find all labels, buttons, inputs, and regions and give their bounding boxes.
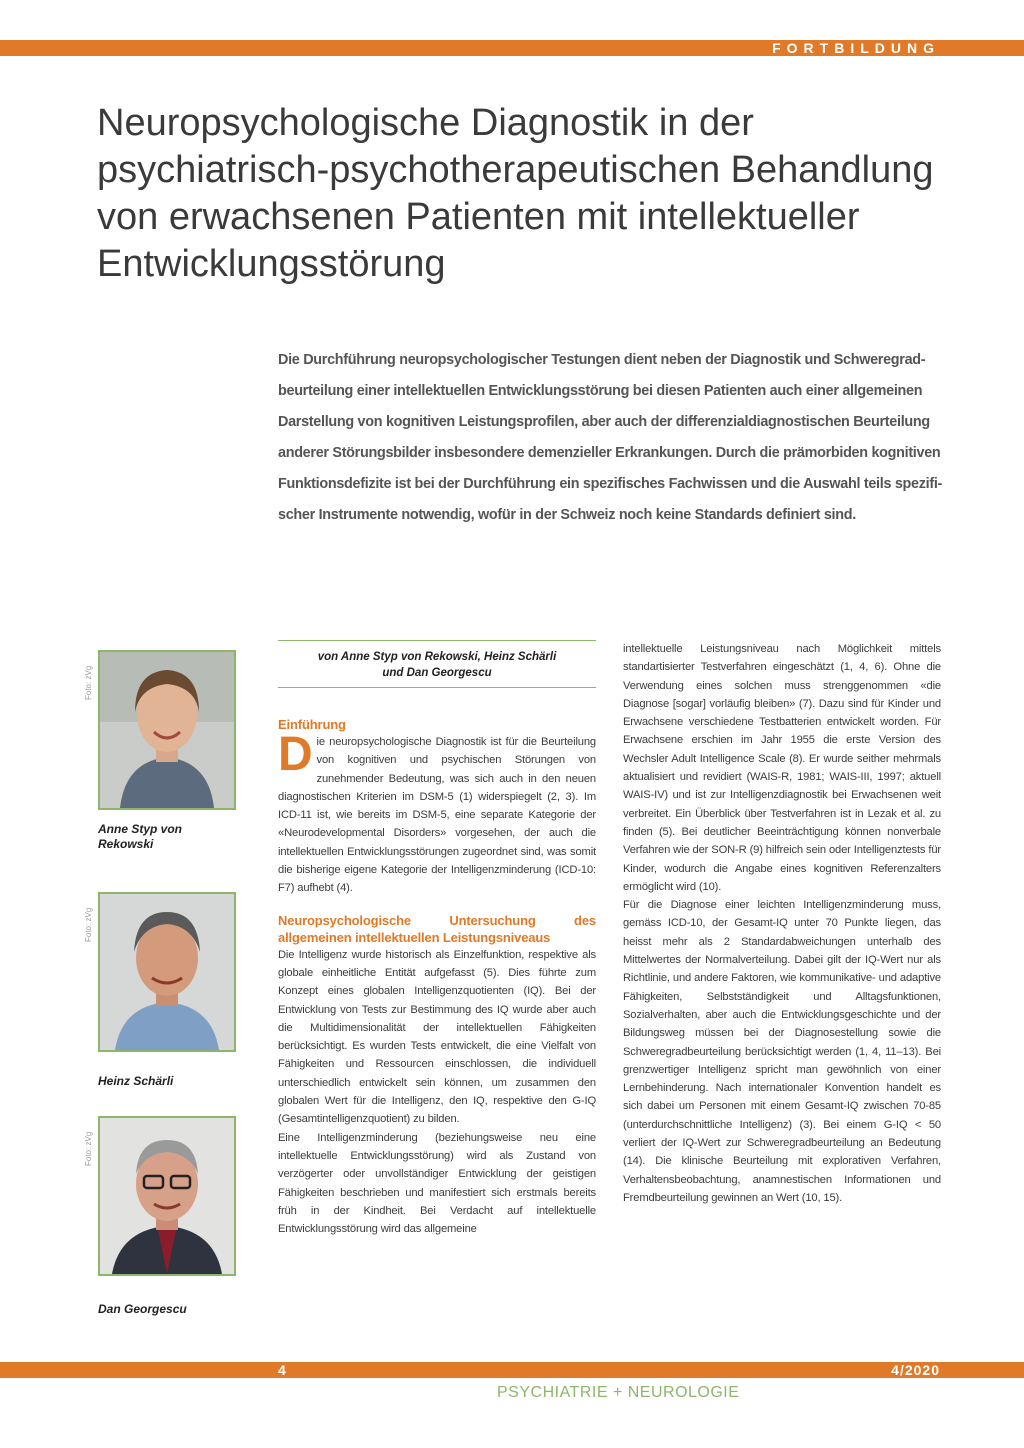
author-photo-3 [98, 1116, 236, 1276]
article-title: Neuropsychologische Diagnostik in der psychiatrisch-psychotherapeutischen Behandlung von erwachsenen Patienten mit intellektueller Entwicklungsstörung [97, 102, 934, 285]
author-photo-2 [98, 892, 236, 1052]
paragraph-examination-2: Eine Intelligenzminderung (beziehungsweise neu eine intellektuelle Entwicklungsstörung) wird als Zustand von verzögerter oder unvollständiger Entwicklung der geistigen Fähigkeiten beschrieben und manifestiert sich erstmals bereits früh in der Kindheit. Bei Verdacht auf intellektuelle Entwicklungsstörung wird das allgemeine [278, 1131, 596, 1236]
article-column-2 [278, 716, 596, 1238]
paragraph-examination-1: Die Intelligenz wurde historisch als Einzelfunktion, respektive als globale einheitliche Entität aufgefasst (5). Dies führte zum Konzept eines globalen Intelligenzquotienten (IQ). Bei der Entwicklung von Tests zur Bestimmung des IQ wurde aber auch die Multidimensionalität der intellektuellen Fähigkeiten berücksichtigt. Es wurden Tests entwickelt, die eine Vielfalt von Fähigkeiten und Ressourcen einschlossen, die individuell unterschiedlich entwickelt sein können, um zusammen den globalen Wert für die Intelligenz, den IQ, respektive den G-IQ (Gesamtintelligenzquotient) zu bilden. [278, 948, 596, 1126]
section-label: FORTBILDUNG [772, 40, 940, 56]
heading-examination: Neuropsychologische Untersuchung des allgemeinen intellektuellen Leistungsniveaus [278, 912, 596, 945]
author-caption: Heinz Schärli [98, 1074, 174, 1088]
issue-number: 4/2020 [891, 1362, 940, 1378]
paragraph-col3-2: Für die Diagnose einer leichten Intelligenzminderung muss, gemäss ICD-10, der Gesamt-IQ unter 70 Punkte liegen, das heisst mehr als 2 Standardabweichungen unterhalb des Mittelwertes der Normalverteilung. Dabei gilt der IQ-Wert nur als Richtlinie, und andere Faktoren, wie kommunikative- und adaptive Fähigkeiten, Selbstständigkeit und Alltagsfunktionen, Sozialverhalten, aber auch die Entwicklungsgeschichte und der Bildungsweg müssen bei der Diagnosestellung sowie die Schweregradbeurteilung berücksichtigt werden (1, 4, 11–13). Bei grenzwertiger Intelligenz spricht man gewöhnlich von einer Lernbehinderung. Nach internationaler Konvention handelt es sich dabei um Personen mit einem Gesamt-IQ zwischen 70-85 (unterdurchschnittliche Intelligenz) (3). Bei einem G-IQ < 50 verliert der IQ-Wert zur Schweregradbeurteilung an Bedeutung (14). Die klinische Beurteilung mit explorativen Verfahren, Verhaltensbeobachtung, anamnestischen Informationen und Fremdbeurteilung gewinnen an Wert (10, 15). [623, 899, 941, 1204]
author-block [84, 882, 244, 1092]
page-number: 4 [278, 1362, 286, 1378]
author-block [84, 1106, 244, 1316]
author-caption: Anne Styp von Rekowski [98, 822, 183, 851]
journal-name: PSYCHIATRIE + NEUROLOGIE [497, 1384, 740, 1401]
paragraph-col3-1: intellektuelle Leistungsniveau nach Möglichkeit mittels standartisierter Testverfahren eingeschätzt (1, 4, 6). Ohne die Verwendung eines solchen muss strenggenommen «die Diagnose [sogar] vorläufig bleiben» (7). Dazu sind für Kinder und Erwachsene verschiedene Testbatterien entwickelt worden. Für Erwachsene erschien im Jahr 1955 die erste Version des Wechsler Adult Intelligence Scale (8). Er wurde seither mehrmals aktualisiert und revidiert (WAIS-R, 1981; WAIS-III, 1997; aktuell WAIS-IV) und ist zur Intelligenzdiagnostik bei Erwachsenen weit verbreitet. Ein Überblick über Testverfahren ist in Lezak et al. zu finden (5). Bei deutlicher Beeinträchtigung können nonverbale Verfahren wie der SON-R (9) hilfreich sein oder Intelligenztests für Kinder, wodurch die Angabe eines kognitiven Referenzalters ermöglicht wird (10). [623, 643, 941, 893]
byline-line-1: von Anne Styp von Rekowski, Heinz Schärli [317, 651, 557, 663]
drop-cap: D [278, 728, 313, 781]
paragraph-introduction [278, 728, 596, 898]
intro-text: ie neuropsychologische Diagnostik ist für die Beurteilung von kognitiven und psychischen Störungen von zunehmender Bedeutung, was sich auch in den neuen diagnostischen Kriterien im DSM-5 (1) widerspiegelt (2, 3). Im ICD-11 ist, wie bereits im DSM-5, eine separate Kategorie der «Neurodevelopmental Disorders» vorgesehen, der auch die intellektuellen Entwicklungsstörungen zugeordnet sind, was somit die bisherige eigene Kategorie der Intelligenzminderung (ICD-10: F7) aufhebt (4). [278, 736, 596, 895]
section-bar [0, 40, 1024, 56]
photo-credit: Foto: zVg [84, 1131, 93, 1166]
byline [278, 640, 596, 688]
author-caption: Dan Georgescu [98, 1302, 187, 1316]
heading-introduction: Einführung [278, 717, 346, 732]
photo-credit: Foto: zVg [84, 907, 93, 942]
article-abstract: Die Durchführung neuropsychologischer Testungen dient neben der Diagnostik und Schweregradbeurteilung einer intellektuellen Entwicklungsstörung bei diesen Patienten auch einer allgemeinen Darstellung von kognitiven Leistungsprofilen, aber auch der differenzialdiagnostischen Beurteilung anderer Störungsbilder insbesondere demenzieller Erkrankungen. Durch die prämorbiden kognitiven Funktionsdefizite ist bei der Durchführung ein spezifisches Fachwissen und die Auswahl teils spezifischer Instrumente notwendig, wofür in der Schweiz noch keine Standards definiert sind. [278, 352, 943, 523]
article-column-3 [623, 640, 941, 1207]
author-photo-1 [98, 650, 236, 810]
author-block [84, 640, 244, 870]
photo-credit: Foto: zVg [84, 665, 93, 700]
byline-line-2: und Dan Georgescu [382, 667, 492, 679]
footer-bar [0, 1362, 1024, 1378]
